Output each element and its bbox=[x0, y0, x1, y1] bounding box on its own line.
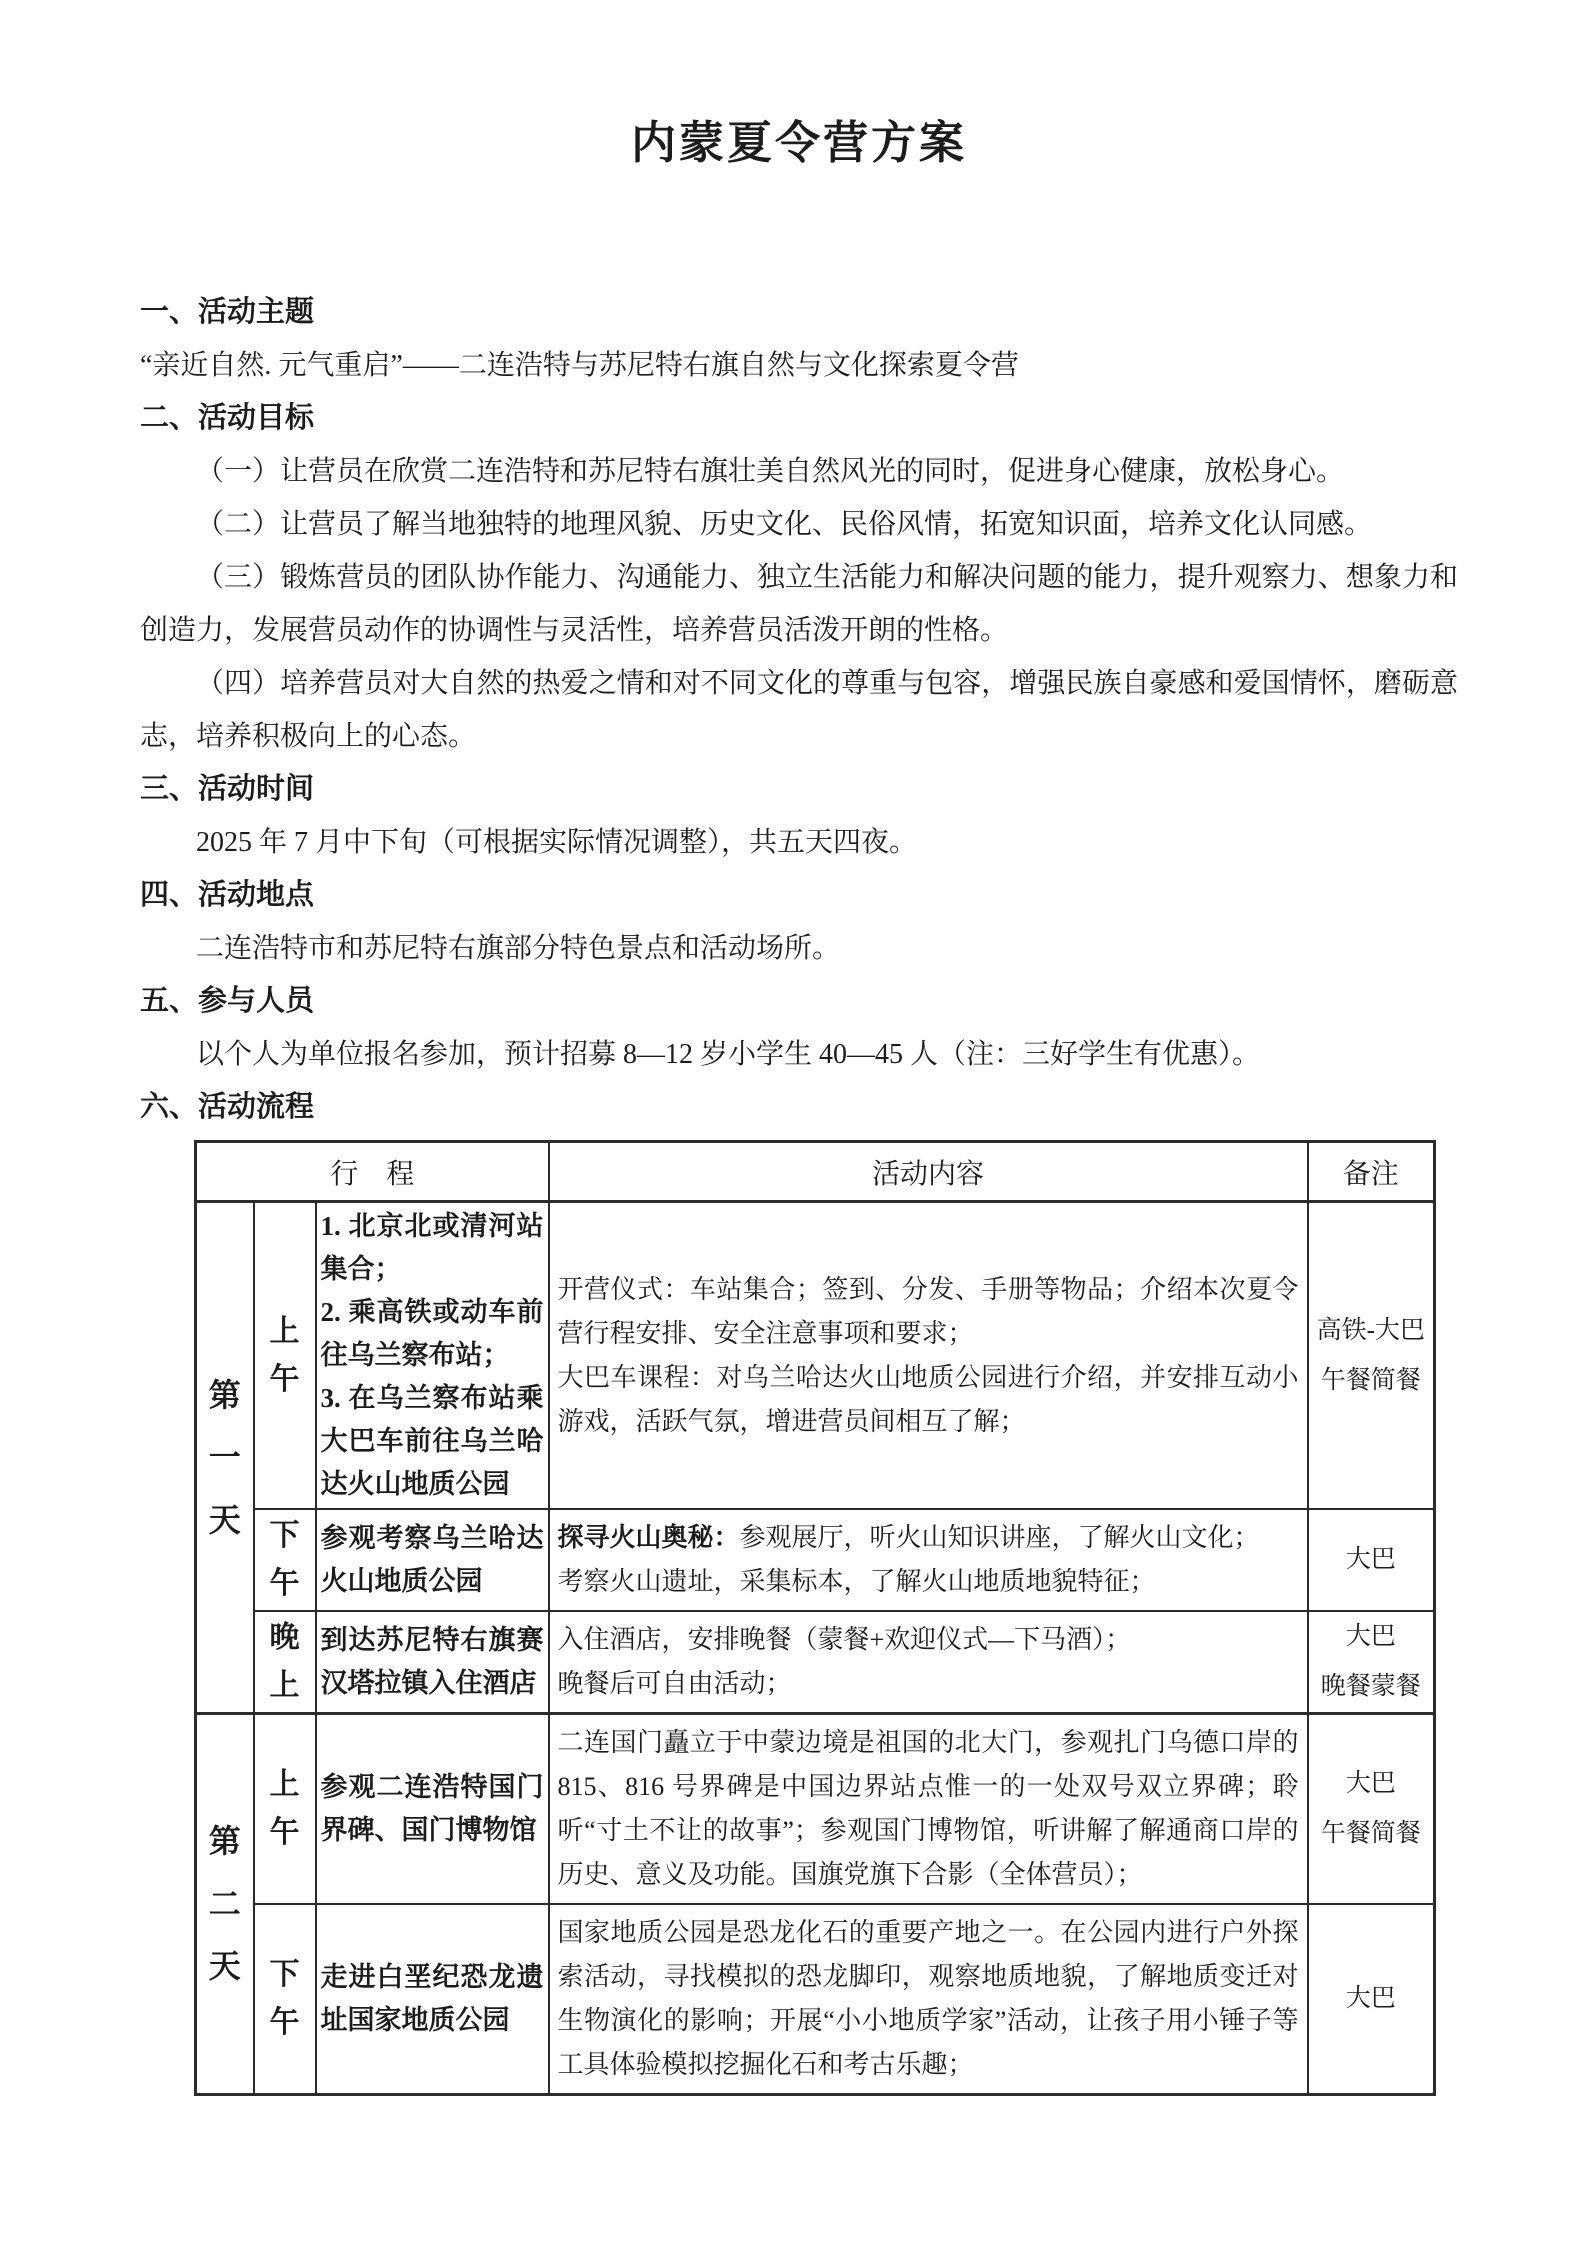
itinerary-cell bbox=[316, 1904, 549, 2095]
activity-content-cell bbox=[549, 1904, 1308, 2095]
activity-lead-label: 探寻火山奥秘： bbox=[557, 1523, 740, 1552]
goal-paragraph-1: （一）让营员在欣赏二连浩特和苏尼特右旗壮美自然风光的同时，促进身心健康，放松身心。 bbox=[196, 456, 1345, 487]
time-cell: 下午 bbox=[254, 1509, 316, 1611]
schedule-row-day1-afternoon bbox=[196, 1509, 1435, 1611]
remark-line: 大巴 bbox=[1345, 1985, 1396, 2012]
column-header-content: 活动内容 bbox=[549, 1142, 1308, 1202]
schedule-row-day2-afternoon bbox=[196, 1904, 1435, 2095]
remark-cell bbox=[1308, 1509, 1435, 1611]
section-heading-participants: 五、参与人员 bbox=[140, 985, 315, 1017]
itinerary-cell bbox=[316, 1509, 549, 1611]
itinerary-cell bbox=[316, 1202, 549, 1510]
schedule-row-day2-morning bbox=[196, 1714, 1435, 1905]
document-body bbox=[140, 286, 1458, 1134]
activity-content-cell bbox=[549, 1202, 1308, 1510]
day2-cell: 第二天 bbox=[196, 1714, 254, 2095]
itinerary-item: 参观二连浩特国门界碑、国门博物馆 bbox=[320, 1772, 544, 1845]
remark-cell bbox=[1308, 1714, 1435, 1905]
schedule-row-day1-morning bbox=[196, 1202, 1435, 1510]
column-header-remark: 备注 bbox=[1308, 1142, 1435, 1202]
column-header-itinerary: 行 程 bbox=[196, 1142, 549, 1202]
activity-text: 参观展厅，听火山知识讲座，了解火山文化； bbox=[739, 1523, 1260, 1552]
activity-paragraph: 大巴车课程：对乌兰哈达火山地质公园进行介绍，并安排互动小游戏，活跃气氛，增进营员间相互了解； bbox=[557, 1362, 1299, 1436]
remark-line: 午餐简餐 bbox=[1320, 1820, 1421, 1847]
goal-paragraph-4: （四）培养营员对大自然的热爱之情和对不同文化的尊重与包容，增强民族自豪感和爱国情怀，磨砺意志，培养积极向上的心态。 bbox=[140, 668, 1458, 752]
remark-cell bbox=[1308, 1904, 1435, 2095]
activity-paragraph: 考察火山遗址，采集标本，了解火山地质地貌特征； bbox=[557, 1567, 1156, 1596]
activity-content-cell bbox=[549, 1509, 1308, 1611]
itinerary-cell bbox=[316, 1611, 549, 1714]
time-cell: 晚上 bbox=[254, 1611, 316, 1714]
remark-line: 大巴 bbox=[1345, 1770, 1396, 1797]
activity-content-cell bbox=[549, 1611, 1308, 1714]
participants-paragraph: 以个人为单位报名参加，预计招募 8—12 岁小学生 40—45 人（注：三好学生有优惠）。 bbox=[196, 1039, 1261, 1070]
itinerary-item: 1. 北京北或清河站集合； bbox=[320, 1211, 544, 1284]
location-paragraph: 二连浩特市和苏尼特右旗部分特色景点和活动场所。 bbox=[196, 933, 841, 964]
remark-cell bbox=[1308, 1202, 1435, 1510]
theme-line: “亲近自然. 元气重启”——二连浩特与苏尼特右旗自然与文化探索夏令营 bbox=[140, 350, 1019, 381]
remark-line: 高铁-大巴 bbox=[1316, 1316, 1425, 1344]
section-heading-goals: 二、活动目标 bbox=[140, 402, 315, 434]
activity-content-cell bbox=[549, 1714, 1308, 1905]
remark-line: 午餐简餐 bbox=[1320, 1366, 1421, 1394]
remark-line: 晚餐蒙餐 bbox=[1320, 1673, 1421, 1700]
activity-paragraph: 国家地质公园是恐龙化石的重要产地之一。在公园内进行户外探索活动，寻找模拟的恐龙脚印，观察地质地貌，了解地质变迁对生物演化的影响；开展“小小地质学家”活动，让孩子用小锤子等工具体验模拟挖掘化石和考古乐趣； bbox=[557, 1918, 1299, 2079]
goal-paragraph-3: （三）锻炼营员的团队协作能力、沟通能力、独立生活能力和解决问题的能力，提升观察力、想象力和创造力，发展营员动作的协调性与灵活性，培养营员活泼开朗的性格。 bbox=[140, 562, 1458, 646]
section-heading-time: 三、活动时间 bbox=[140, 773, 315, 805]
remark-cell bbox=[1308, 1611, 1435, 1714]
activity-paragraph: 二连国门矗立于中蒙边境是祖国的北大门，参观扎门乌德口岸的815、816 号界碑是中国边界站点惟一的一处双号双立界碑；聆听“寸土不让的故事”；参观国门博物馆，听讲解了解通商口岸的历史、意义及功能。国旗党旗下合影（全体营员）； bbox=[557, 1728, 1299, 1889]
itinerary-item: 3. 在乌兰察布站乘大巴车前往乌兰哈达火山地质公园 bbox=[320, 1383, 544, 1499]
time-cell: 下午 bbox=[254, 1904, 316, 2095]
remark-line: 大巴 bbox=[1345, 1546, 1396, 1573]
time-cell: 上午 bbox=[254, 1202, 316, 1510]
schedule-table bbox=[194, 1140, 1436, 2096]
document-title: 内蒙夏令营方案 bbox=[630, 118, 967, 168]
activity-paragraph: 入住酒店，安排晚餐（蒙餐+欢迎仪式—下马酒）； bbox=[557, 1625, 1132, 1654]
itinerary-item: 2. 乘高铁或动车前往乌兰察布站； bbox=[320, 1297, 544, 1370]
section-heading-theme: 一、活动主题 bbox=[140, 296, 315, 328]
day1-cell: 第一天 bbox=[196, 1202, 254, 1714]
activity-paragraph: 晚餐后可自由活动； bbox=[557, 1669, 792, 1698]
section-heading-location: 四、活动地点 bbox=[140, 879, 315, 911]
activity-paragraph bbox=[558, 1516, 1299, 1560]
itinerary-item: 走进白垩纪恐龙遗址国家地质公园 bbox=[320, 1962, 544, 2035]
schedule-row-day1-evening bbox=[196, 1611, 1435, 1714]
remark-line: 大巴 bbox=[1345, 1623, 1396, 1650]
goal-paragraph-2: （二）让营员了解当地独特的地理风貌、历史文化、民俗风情，拓宽知识面，培养文化认同感。 bbox=[196, 509, 1373, 540]
section-heading-schedule: 六、活动流程 bbox=[140, 1091, 315, 1123]
time-cell: 上午 bbox=[254, 1714, 316, 1905]
time-paragraph: 2025 年 7 月中下旬（可根据实际情况调整），共五天四夜。 bbox=[196, 827, 918, 858]
itinerary-cell bbox=[316, 1714, 549, 1905]
activity-paragraph: 开营仪式：车站集合；签到、分发、手册等物品；介绍本次夏令营行程安排、安全注意事项和要求； bbox=[557, 1274, 1299, 1348]
itinerary-item: 参观考察乌兰哈达火山地质公园 bbox=[320, 1523, 544, 1596]
schedule-header-row bbox=[196, 1142, 1435, 1202]
itinerary-item: 到达苏尼特右旗赛汉塔拉镇入住酒店 bbox=[320, 1625, 544, 1698]
